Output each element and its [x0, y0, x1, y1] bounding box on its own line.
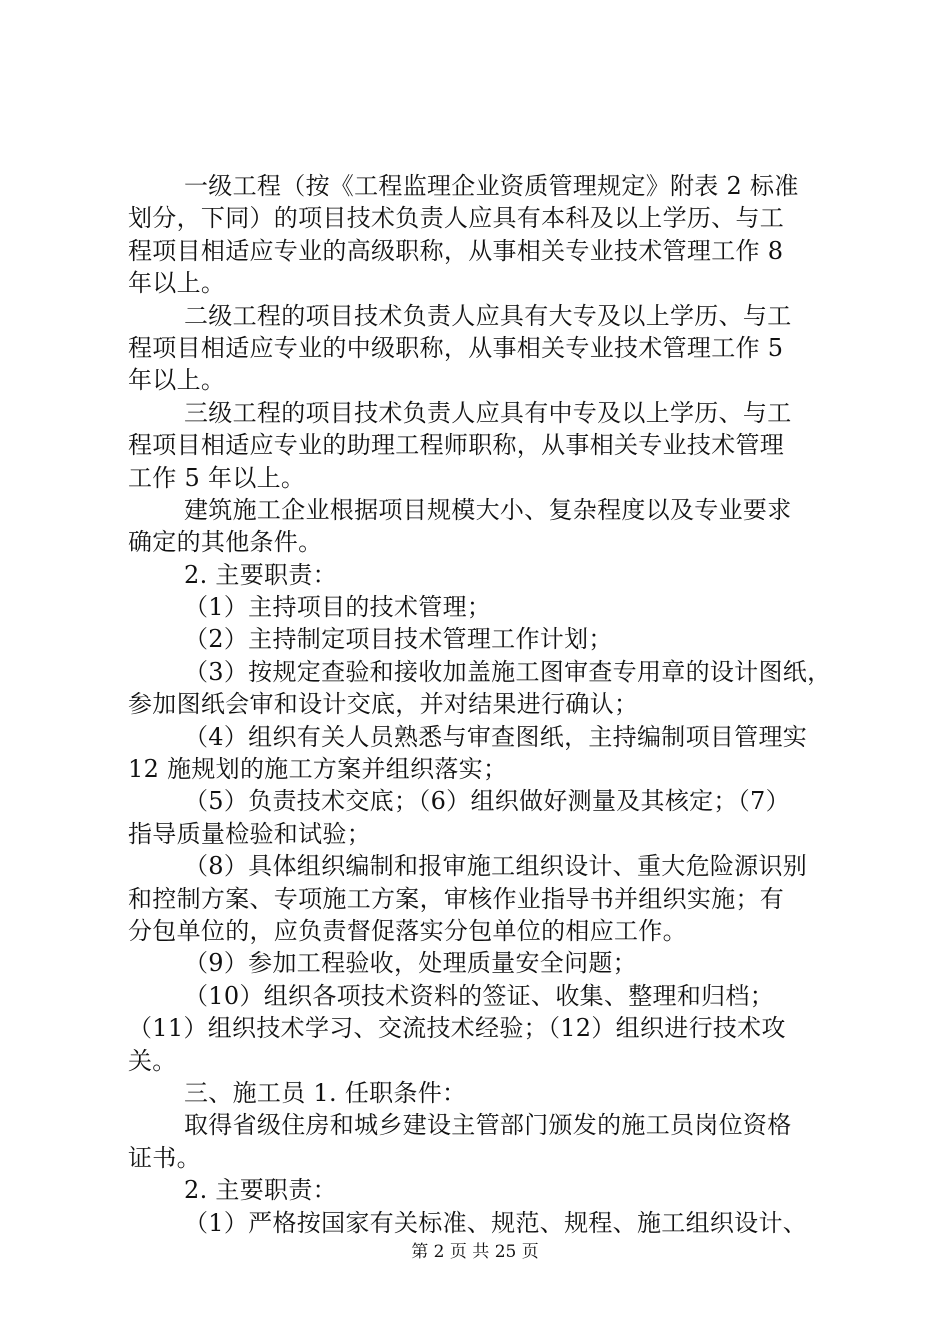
paragraph-line: 2. 主要职责： [184, 560, 337, 589]
paragraph-line: 参加图纸会审和设计交底，并对结果进行确认； [128, 690, 639, 719]
paragraph-line: 划分，下同）的项目技术负责人应具有本科及以上学历、与工 [128, 204, 785, 233]
paragraph-line: 指导质量检验和试验； [128, 819, 371, 848]
paragraph-line: 年以上。 [128, 366, 226, 395]
paragraph-line: （3）按规定查验和接收加盖施工图审查专用章的设计图纸， [184, 657, 832, 686]
paragraph-line: 证书。 [128, 1143, 201, 1172]
paragraph-line: 二级工程的项目技术负责人应具有大专及以上学历、与工 [184, 301, 792, 330]
paragraph-line: 三、施工员 1. 任职条件： [184, 1078, 467, 1107]
paragraph-line: （9）参加工程验收，处理质量安全问题； [184, 949, 637, 978]
paragraph-line: 取得省级住房和城乡建设主管部门颁发的施工员岗位资格 [184, 1111, 792, 1140]
paragraph-line: （8）具体组织编制和报审施工组织设计、重大危险源识别 [184, 852, 808, 881]
paragraph-line: （5）负责技术交底；（6）组织做好测量及其核定；（7） [184, 787, 790, 816]
paragraph-line: 程项目相适应专业的高级职称，从事相关专业技术管理工作 8 [128, 236, 784, 265]
paragraph-line: 2. 主要职责： [184, 1176, 337, 1205]
paragraph-line: 一级工程（按《工程监理企业资质管理规定》附表 2 标准 [184, 172, 799, 200]
paragraph-line: 分包单位的，应负责督促落实分包单位的相应工作。 [128, 916, 687, 945]
paragraph-line: （1）严格按国家有关标准、规范、规程、施工组织设计、 [184, 1208, 808, 1237]
paragraph-line: 关。 [128, 1046, 177, 1075]
paragraph-line: （2）主持制定项目技术管理工作计划； [184, 625, 613, 654]
paragraph-line: 三级工程的项目技术负责人应具有中专及以上学历、与工 [184, 398, 792, 427]
paragraph-line: （4）组织有关人员熟悉与审查图纸，主持编制项目管理实 [184, 722, 808, 751]
paragraph-line: 确定的其他条件。 [128, 528, 323, 557]
paragraph-line: 程项目相适应专业的助理工程师职称，从事相关专业技术管理 [128, 431, 785, 460]
paragraph-line: （10）组织各项技术资料的签证、收集、整理和归档； [184, 981, 775, 1010]
paragraph-line: 程项目相适应专业的中级职称，从事相关专业技术管理工作 5 [128, 333, 784, 362]
paragraph-line: 年以上。 [128, 269, 226, 298]
paragraph-line: 12 施规划的施工方案并组织落实； [128, 755, 508, 784]
paragraph-line: 建筑施工企业根据项目规模大小、复杂程度以及专业要求 [184, 495, 792, 524]
paragraph-line: 工作 5 年以上。 [128, 463, 306, 492]
document-body [128, 170, 838, 1239]
paragraph-line: 和控制方案、专项施工方案，审核作业指导书并组织实施；有 [128, 884, 785, 913]
page-footer: 第 2 页 共 25 页 [411, 1242, 539, 1262]
paragraph-line: （1）主持项目的技术管理； [184, 593, 492, 622]
paragraph-line: （11）组织技术学习、交流技术经验；（12）组织进行技术攻 [128, 1014, 786, 1043]
